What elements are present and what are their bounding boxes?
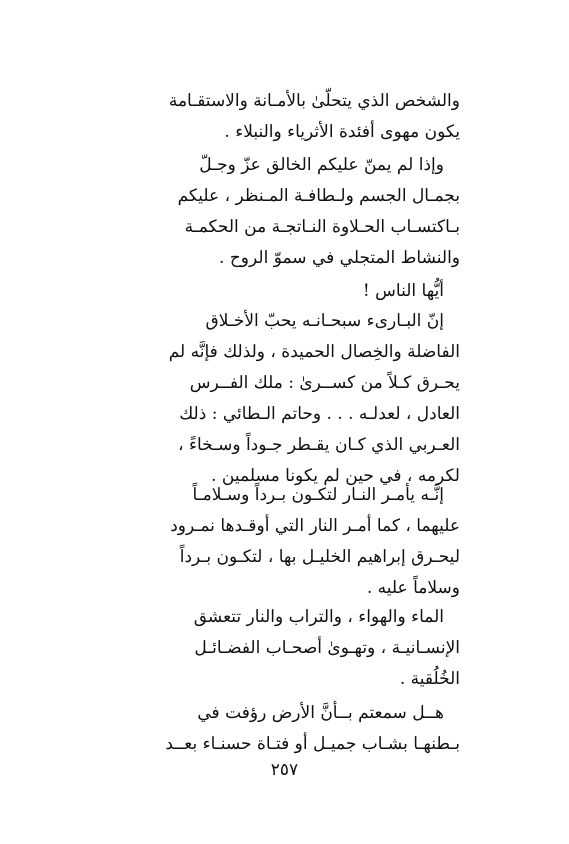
text-line: إنَّـه يأمـر النـار لتكـون بـرداً وسـلامـاً	[192, 485, 444, 505]
text-line: الفاضلة والخِصال الحميدة ، ولذلك فإنَّه لم	[168, 342, 460, 362]
paragraph-3	[96, 276, 460, 307]
text-line: وإذا لم يمنّ عليكم الخالق عزّ وجـلّ	[199, 155, 444, 175]
text-line: إنّ البـارىء سبحـانـه يحبّ الأخـلاق	[205, 311, 444, 331]
text-line: والشخص الذي يتحلّىٰ بالأمـانة والاستقـامة	[168, 91, 460, 111]
paragraph-5	[96, 480, 460, 604]
text-line: الإنسـانيـة ، وتهـوىٰ أصحـاب الفضـائـل	[194, 638, 460, 658]
paragraph-6	[96, 602, 460, 695]
paragraph-7	[96, 698, 460, 760]
paragraph-4	[96, 306, 460, 492]
text-line: هــل سمعتم بــأنَّ الأرض رؤفت في	[197, 703, 444, 723]
text-line: وسلاماً عليه .	[366, 578, 460, 598]
text-line: ليحـرق إبراهيم الخليـل بها ، لتكـون بـرداً	[179, 547, 460, 567]
page-number: ٢٥٧	[270, 760, 299, 780]
text-line: عليهما ، كما أمـر النار التي أوقـدها نمـرود	[170, 516, 460, 536]
text-line: لكرمه ، في حين لم يكونا مسلمين .	[211, 466, 460, 486]
text-line: العادل ، لعدلـه . . . وحاتم الـطائي : ذلك	[179, 404, 460, 424]
text-line: والنشاط المتجلي في سموّ الروح .	[219, 248, 460, 268]
text-line: يحـرق كـلاً من كســرىٰ : ملك الفــرس	[189, 373, 460, 393]
text-line: يكون مهوى أفئدة الأثرياء والنبلاء .	[224, 122, 460, 142]
text-line: بـطنهـا بشـاب جميـل أو فتـاة حسنـاء بعــد	[165, 734, 460, 754]
paragraph-1	[96, 86, 460, 148]
text-line: الماء والهواء ، والتراب والنار تتعشق	[193, 607, 444, 627]
text-line: العـربي الذي كـان يقـطر جـوداً وسـخاءً ،	[178, 435, 460, 455]
text-line: بجمـال الجسم ولـطافـة المـنظر ، عليكم	[177, 186, 460, 206]
text-line: الخُلُقية .	[399, 669, 460, 689]
paragraph-2	[96, 150, 460, 274]
text-line: أيُّها الناس !	[362, 281, 444, 301]
text-line: بـاكتسـاب الحـلاوة النـاتجـة من الحكمـة	[184, 217, 460, 237]
